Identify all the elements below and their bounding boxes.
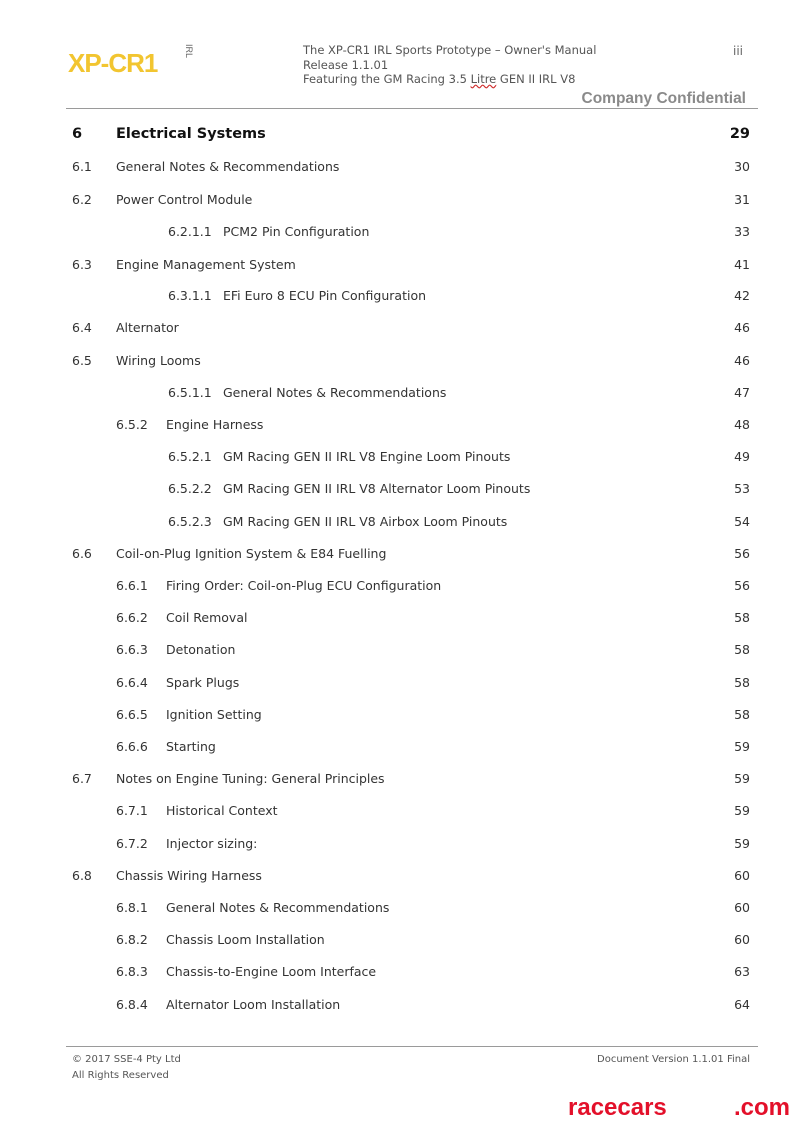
toc-entry[interactable]: [0, 222, 806, 246]
toc-entry-number: 6.8.1: [116, 900, 148, 915]
toc-entry-number: 6.7.2: [116, 836, 148, 851]
toc-entry-number: 6.3: [72, 257, 92, 272]
toc-entry-page: 42: [734, 288, 750, 303]
toc-entry-title: GM Racing GEN II IRL V8 Engine Loom Pinouts: [223, 449, 511, 464]
toc-entry-page: 58: [734, 642, 750, 657]
toc-entry[interactable]: [0, 898, 806, 922]
toc-entry-title: GM Racing GEN II IRL V8 Alternator Loom Pinouts: [223, 481, 531, 496]
toc-entry-page: 58: [734, 675, 750, 690]
toc-entry[interactable]: [0, 415, 806, 439]
toc-entry-page: 46: [734, 353, 750, 368]
toc-entry-title: Injector sizing:: [166, 836, 258, 851]
header-manual-title: The XP-CR1 IRL Sports Prototype – Owner's Manual: [303, 43, 597, 57]
toc-entry-number: 6.1: [72, 159, 92, 174]
toc-entry-number: 6.6.1: [116, 578, 148, 593]
header-divider: [66, 108, 758, 109]
toc-entry-number: 6.5.2: [116, 417, 148, 432]
toc-entry-title: General Notes & Recommendations: [166, 900, 390, 915]
toc-entry[interactable]: [0, 576, 806, 600]
toc-entry-page: 58: [734, 707, 750, 722]
toc-entry[interactable]: [0, 608, 806, 632]
footer-rights: All Rights Reserved: [72, 1070, 169, 1081]
toc-entry-number: 6.6.4: [116, 675, 148, 690]
toc-entry-page: 64: [734, 997, 750, 1012]
toc-entry-title: EFi Euro 8 ECU Pin Configuration: [223, 288, 427, 303]
toc-entry-page: 63: [734, 964, 750, 979]
page-number: iii: [733, 44, 744, 58]
toc-entry-page: 59: [734, 836, 750, 851]
toc-entry-title: Alternator Loom Installation: [166, 997, 341, 1012]
toc-entry-title: Wiring Looms: [116, 353, 201, 368]
toc-entry[interactable]: [0, 479, 806, 503]
toc-entry-title: Engine Harness: [166, 417, 264, 432]
toc-entry-page: 59: [734, 771, 750, 786]
toc-entry-number: 6.7: [72, 771, 92, 786]
toc-entry[interactable]: [0, 157, 806, 181]
toc-entry-number: 6.6: [72, 546, 92, 561]
toc-entry-number: 6.6.5: [116, 707, 148, 722]
toc-entry-page: 59: [734, 739, 750, 754]
toc-entry-page: 29: [729, 126, 750, 142]
footer-copyright-block: [72, 1052, 181, 1084]
toc-entry-page: 60: [734, 900, 750, 915]
toc-entry-title: Ignition Setting: [166, 707, 262, 722]
toc-entry[interactable]: [0, 995, 806, 1019]
toc-entry-title: Detonation: [166, 642, 236, 657]
toc-entry-number: 6.5.1.1: [168, 385, 212, 400]
toc-entry-page: 59: [734, 803, 750, 818]
toc-entry-page: 48: [734, 417, 750, 432]
toc-entry-page: 56: [734, 578, 750, 593]
header-featuring: Featuring the GM Racing 3.5 Litre GEN II IRL V8: [303, 72, 576, 86]
toc-entry-number: 6.8.2: [116, 932, 148, 947]
toc-entry-number: 6: [72, 126, 83, 142]
toc-entry-number: 6.7.1: [116, 803, 148, 818]
toc-entry[interactable]: [0, 512, 806, 536]
toc-entry[interactable]: [0, 286, 806, 310]
racecars-watermark: [568, 1094, 791, 1128]
toc-entry-title: General Notes & Recommendations: [116, 159, 340, 174]
toc-entry-number: 6.5.2.3: [168, 514, 212, 529]
toc-entry-page: 30: [734, 159, 750, 174]
toc-entry-page: 56: [734, 546, 750, 561]
toc-entry-title: Coil Removal: [166, 610, 248, 625]
toc-entry-page: 31: [734, 192, 750, 207]
watermark-part-1: racecars: [568, 1094, 667, 1121]
toc-entry-page: 49: [734, 449, 750, 464]
toc-entry[interactable]: [0, 801, 806, 825]
toc-entry-title: Power Control Module: [116, 192, 253, 207]
company-logo: [68, 42, 192, 82]
toc-entry-title: Starting: [166, 739, 216, 754]
toc-entry[interactable]: [0, 962, 806, 986]
toc-entry-page: 60: [734, 932, 750, 947]
toc-entry-title: Coil-on-Plug Ignition System & E84 Fuelling: [116, 546, 387, 561]
toc-entry-number: 6.6.2: [116, 610, 148, 625]
toc-entry-title: PCM2 Pin Configuration: [223, 224, 370, 239]
toc-entry-title: Chassis Loom Installation: [166, 932, 325, 947]
toc-entry[interactable]: [0, 124, 806, 148]
toc-entry-number: 6.8: [72, 868, 92, 883]
logo-wordmark: XP-CR1: [68, 48, 158, 78]
toc-entry-title: General Notes & Recommendations: [223, 385, 447, 400]
toc-entry-number: 6.8.3: [116, 964, 148, 979]
toc-entry-number: 6.2: [72, 192, 92, 207]
toc-entry-title: Notes on Engine Tuning: General Principles: [116, 771, 385, 786]
toc-entry-page: 60: [734, 868, 750, 883]
toc-entry[interactable]: [0, 769, 806, 793]
toc-entry[interactable]: [0, 834, 806, 858]
toc-entry[interactable]: [0, 190, 806, 214]
toc-entry-number: 6.6.6: [116, 739, 148, 754]
toc-entry-number: 6.3.1.1: [168, 288, 212, 303]
toc-entry-page: 47: [734, 385, 750, 400]
toc-entry-title: GM Racing GEN II IRL V8 Airbox Loom Pinouts: [223, 514, 508, 529]
toc-entry-title: Spark Plugs: [166, 675, 240, 690]
toc-entry[interactable]: [0, 737, 806, 761]
toc-entry-number: 6.4: [72, 320, 92, 335]
toc-entry-number: 6.5.2.1: [168, 449, 212, 464]
toc-entry-number: 6.6.3: [116, 642, 148, 657]
footer-divider: [66, 1046, 758, 1047]
toc-entry[interactable]: [0, 640, 806, 664]
toc-entry-page: 41: [734, 257, 750, 272]
toc-entry-title: Electrical Systems: [116, 126, 266, 142]
toc-entry[interactable]: [0, 351, 806, 375]
toc-entry[interactable]: [0, 447, 806, 471]
toc-entry[interactable]: [0, 255, 806, 279]
toc-entry-title: Chassis Wiring Harness: [116, 868, 262, 883]
toc-entry[interactable]: [0, 705, 806, 729]
toc-entry-title: Chassis-to-Engine Loom Interface: [166, 964, 377, 979]
watermark-part-2: .com: [734, 1094, 791, 1121]
footer-version: Document Version 1.1.01 Final: [597, 1054, 750, 1065]
logo-suffix: IRL: [184, 44, 194, 59]
toc-entry-number: 6.5.2.2: [168, 481, 212, 496]
toc-entry[interactable]: [0, 673, 806, 697]
toc-entry-page: 58: [734, 610, 750, 625]
toc-entry[interactable]: [0, 866, 806, 890]
toc-entry-title: Alternator: [116, 320, 179, 335]
toc-entry-page: 54: [734, 514, 750, 529]
toc-entry-page: 33: [734, 224, 750, 239]
toc-entry-page: 53: [734, 481, 750, 496]
toc-entry-title: Historical Context: [166, 803, 278, 818]
header-release: Release 1.1.01: [303, 57, 389, 72]
toc-entry-title: Firing Order: Coil-on-Plug ECU Configuration: [166, 578, 442, 593]
toc-entry[interactable]: [0, 930, 806, 954]
toc-entry-page: 46: [734, 320, 750, 335]
toc-entry-number: 6.8.4: [116, 997, 148, 1012]
toc-entry[interactable]: [0, 544, 806, 568]
toc-entry-number: 6.2.1.1: [168, 224, 212, 239]
document-header: [303, 43, 596, 87]
confidential-label: Company Confidential: [581, 90, 746, 107]
toc-entry[interactable]: [0, 383, 806, 407]
toc-entry-number: 6.5: [72, 353, 92, 368]
spellcheck-word: Litre: [470, 72, 497, 86]
toc-entry-title: Engine Management System: [116, 257, 296, 272]
footer-copyright: © 2017 SSE-4 Pty Ltd: [72, 1054, 181, 1065]
toc-entry[interactable]: [0, 318, 806, 342]
